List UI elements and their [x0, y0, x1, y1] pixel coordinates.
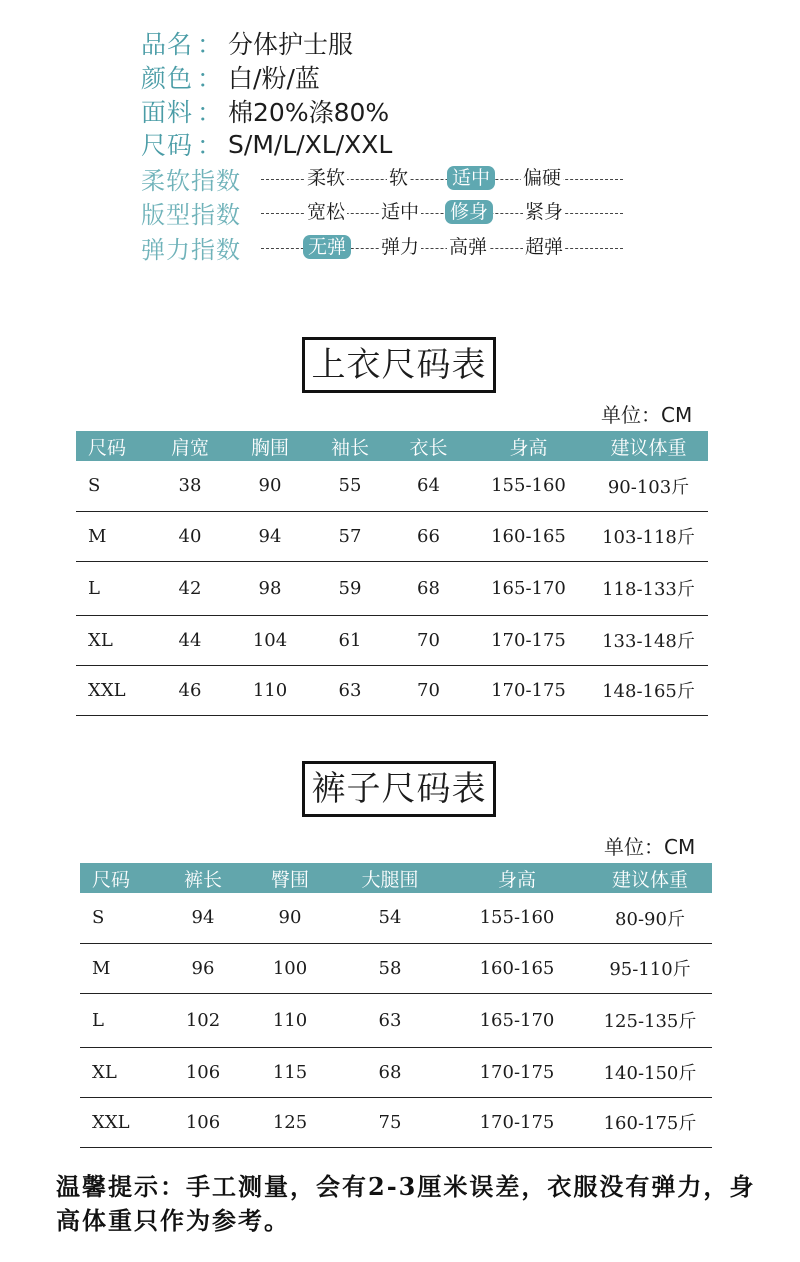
header-cell: 肩宽: [151, 431, 229, 461]
softness-scale: [261, 162, 623, 194]
elasticity-scale: [261, 231, 623, 263]
table-cell: 59: [311, 561, 389, 615]
table-cell: XXL: [80, 1097, 160, 1147]
fit-option-2: 适中: [381, 201, 420, 223]
table-cell: 63: [311, 665, 389, 715]
product-name-label: 品名: [141, 30, 194, 59]
table-cell: 46: [151, 665, 229, 715]
table-cell: 64: [389, 461, 468, 511]
table-cell: 38: [151, 461, 229, 511]
table-cell: 90-103斤: [589, 461, 708, 511]
product-color-value: 白/粉/蓝: [228, 64, 320, 93]
table-cell: 70: [389, 665, 468, 715]
table-cell: XXL: [76, 665, 151, 715]
header-cell: 身高: [468, 431, 589, 461]
product-fabric-value: 棉20%涤80%: [228, 98, 390, 127]
elasticity-index-title: 弹力指数: [141, 235, 241, 264]
table-cell: 40: [151, 511, 229, 561]
header-cell: 胸围: [229, 431, 311, 461]
table-cell: 94: [160, 893, 246, 943]
softness-option-1: 柔软: [307, 167, 346, 189]
table-cell: 42: [151, 561, 229, 615]
elasticity-option-3: 高弹: [449, 236, 488, 258]
table-cell: 68: [334, 1047, 446, 1097]
product-name-row: [141, 27, 353, 59]
product-name-colon: ：: [197, 30, 223, 59]
header-cell: 大腿围: [334, 863, 446, 893]
table-cell: 103-118斤: [589, 511, 708, 561]
table-row: [80, 993, 712, 1047]
table-cell: 106: [160, 1097, 246, 1147]
header-cell: 尺码: [80, 863, 160, 893]
product-size-colon: ：: [197, 131, 223, 160]
table-cell: 155-160: [468, 461, 589, 511]
product-fabric-colon: ：: [197, 98, 223, 127]
table-cell: 118-133斤: [589, 561, 708, 615]
table-cell: 57: [311, 511, 389, 561]
top-table-header-row: [76, 431, 708, 461]
product-fabric-label: 面料: [141, 98, 194, 127]
table-row: [76, 665, 708, 715]
pants-table-title: 裤子尺码表: [302, 761, 496, 817]
elasticity-option-2: 弹力: [381, 236, 420, 258]
header-cell: 建议体重: [589, 431, 708, 461]
softness-index-title: 柔软指数: [141, 166, 241, 195]
table-cell: 54: [334, 893, 446, 943]
measurement-tip: [56, 1170, 756, 1238]
table-cell: M: [76, 511, 151, 561]
product-size-row: [141, 128, 392, 160]
elasticity-option-4: 超弹: [525, 236, 564, 258]
table-cell: 125-135斤: [588, 993, 712, 1047]
table-cell: 104: [229, 615, 311, 665]
table-cell: 133-148斤: [589, 615, 708, 665]
table-cell: 110: [229, 665, 311, 715]
table-cell: 106: [160, 1047, 246, 1097]
elasticity-index-row: [141, 231, 564, 264]
table-row: [80, 893, 712, 943]
fit-option-3: 修身: [445, 200, 493, 224]
table-cell: 75: [334, 1097, 446, 1147]
top-size-table: [76, 431, 708, 716]
table-cell: 170-175: [468, 615, 589, 665]
top-table-unit: 单位：CM: [601, 403, 693, 427]
table-row: [76, 461, 708, 511]
product-fabric-row: [141, 95, 389, 127]
table-cell: 68: [389, 561, 468, 615]
header-cell: 尺码: [76, 431, 151, 461]
pants-size-table: [80, 863, 712, 1148]
table-cell: 160-165: [446, 943, 588, 993]
table-row: [80, 1097, 712, 1147]
table-cell: XL: [80, 1047, 160, 1097]
pants-table-unit: 单位：CM: [604, 835, 696, 859]
table-cell: 90: [229, 461, 311, 511]
softness-option-3: 适中: [447, 166, 495, 190]
table-cell: 44: [151, 615, 229, 665]
elasticity-option-1: 无弹: [303, 235, 351, 259]
table-cell: L: [80, 993, 160, 1047]
table-cell: S: [76, 461, 151, 511]
fit-index-row: [141, 196, 564, 229]
table-cell: 148-165斤: [589, 665, 708, 715]
product-color-colon: ：: [197, 64, 223, 93]
table-cell: 125: [246, 1097, 334, 1147]
header-cell: 衣长: [389, 431, 468, 461]
fit-option-4: 紧身: [525, 201, 564, 223]
table-cell: 70: [389, 615, 468, 665]
table-row: [76, 615, 708, 665]
header-cell: 袖长: [311, 431, 389, 461]
table-cell: 98: [229, 561, 311, 615]
table-cell: 110: [246, 993, 334, 1047]
table-cell: 160-175斤: [588, 1097, 712, 1147]
table-row: [76, 511, 708, 561]
table-cell: 140-150斤: [588, 1047, 712, 1097]
top-table-title: 上衣尺码表: [302, 337, 496, 393]
header-cell: 身高: [446, 863, 588, 893]
tip-text: 手工测量，会有2-3厘米误差，衣服没有弹力，身高体重只作为参考。: [56, 1172, 756, 1235]
table-cell: 66: [389, 511, 468, 561]
softness-option-2: 软: [389, 167, 409, 189]
header-cell: 臀围: [246, 863, 334, 893]
table-cell: 55: [311, 461, 389, 511]
table-cell: 94: [229, 511, 311, 561]
table-cell: 96: [160, 943, 246, 993]
product-name-value: 分体护士服: [228, 30, 354, 59]
table-cell: 155-160: [446, 893, 588, 943]
product-size-value: S/M/L/XL/XXL: [228, 129, 393, 159]
table-cell: 61: [311, 615, 389, 665]
table-cell: 170-175: [446, 1047, 588, 1097]
fit-option-1: 宽松: [307, 201, 346, 223]
table-cell: 170-175: [468, 665, 589, 715]
softness-option-4: 偏硬: [523, 167, 562, 189]
pants-table-header-row: [80, 863, 712, 893]
table-row: [80, 1047, 712, 1097]
header-cell: 建议体重: [588, 863, 712, 893]
table-cell: 63: [334, 993, 446, 1047]
table-cell: 170-175: [446, 1097, 588, 1147]
table-row: [76, 561, 708, 615]
tip-label: 温馨提示：: [56, 1172, 186, 1201]
table-cell: 160-165: [468, 511, 589, 561]
product-color-label: 颜色: [141, 64, 194, 93]
product-size-label: 尺码: [141, 131, 194, 160]
table-cell: 90: [246, 893, 334, 943]
table-cell: 58: [334, 943, 446, 993]
fit-index-title: 版型指数: [141, 200, 241, 229]
table-cell: S: [80, 893, 160, 943]
table-cell: 80-90斤: [588, 893, 712, 943]
table-cell: L: [76, 561, 151, 615]
header-cell: 裤长: [160, 863, 246, 893]
table-cell: 100: [246, 943, 334, 993]
fit-scale: [261, 196, 623, 228]
table-cell: XL: [76, 615, 151, 665]
table-row: [80, 943, 712, 993]
table-cell: 115: [246, 1047, 334, 1097]
table-cell: 165-170: [468, 561, 589, 615]
softness-index-row: [141, 162, 562, 195]
table-cell: 165-170: [446, 993, 588, 1047]
table-cell: M: [80, 943, 160, 993]
table-cell: 95-110斤: [588, 943, 712, 993]
table-cell: 102: [160, 993, 246, 1047]
product-color-row: [141, 61, 320, 93]
